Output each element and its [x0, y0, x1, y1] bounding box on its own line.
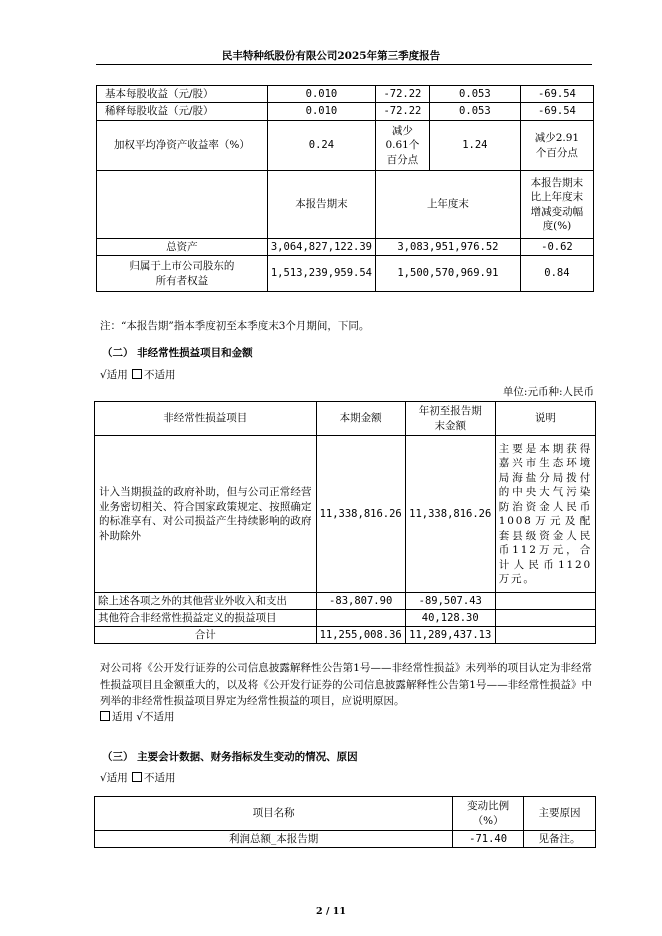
applicability-options: [100, 367, 176, 383]
table-row: [97, 86, 594, 103]
value-cell: 11,255,008.36: [316, 627, 405, 644]
item-cell: 其他符合非经常性损益定义的损益项目: [95, 610, 317, 627]
row-label: 稀释每股收益（元/股）: [97, 103, 268, 121]
table-note: 注：“本报告期”指本季度初至本季度末3个月期间，下同。: [100, 320, 370, 332]
value-cell: 0.24: [267, 121, 375, 171]
applicability-options: [100, 770, 176, 786]
column-header: 年初至报告期 末金额: [405, 402, 495, 436]
table-row: [95, 831, 596, 848]
column-header: 上年度末: [376, 171, 521, 239]
changes-table: [94, 796, 596, 848]
table-row: [95, 610, 596, 627]
value-cell: 减少 0.61个 百分点: [376, 121, 430, 171]
section-heading: （二） 非经常性损益项目和金额: [102, 347, 253, 359]
table-row: [97, 256, 594, 292]
empty-cell: [97, 171, 268, 239]
value-cell: 0.84: [520, 256, 593, 292]
table-header-row: [95, 797, 596, 831]
unit-label: 单位:元币种:人民币: [502, 386, 594, 398]
value-cell: -72.22: [376, 86, 430, 103]
description-cell: [495, 593, 595, 610]
value-cell: 1,513,239,959.54: [267, 256, 375, 292]
table-row: [97, 239, 594, 256]
applicable-option: √适用: [100, 772, 128, 784]
key-indicators-table: [96, 85, 594, 292]
section-heading: （三） 主要会计数据、财务指标发生变动的情况、原因: [102, 751, 358, 763]
table-row: [95, 436, 596, 593]
checkbox-icon: [132, 369, 142, 379]
value-cell: 0.053: [429, 86, 520, 103]
value-cell: -0.62: [520, 239, 593, 256]
column-header: 本期金额: [316, 402, 405, 436]
description-cell: [495, 610, 595, 627]
page-number: 2 / 11: [316, 906, 346, 917]
table-row: [97, 103, 594, 121]
item-cell: 计入当期损益的政府补助，但与公司正常经营业务密切相关、符合国家政策规定、按照确定的标准享有、对公司损益产生持续影响的政府补助除外: [95, 436, 317, 593]
item-cell: 除上述各项之外的其他营业外收入和支出: [95, 593, 317, 610]
value-cell: -72.22: [376, 103, 430, 121]
column-header: 项目名称: [95, 797, 453, 831]
paragraph-applicability-options: [100, 709, 175, 725]
reason-cell: 见备注。: [524, 831, 596, 848]
row-label: 归属于上市公司股东的 所有者权益: [97, 256, 268, 292]
row-label: 加权平均净资产收益率（%）: [97, 121, 268, 171]
value-cell: 3,064,827,122.39: [267, 239, 375, 256]
item-cell: 利润总额_本报告期: [95, 831, 453, 848]
description-cell: [495, 627, 595, 644]
non-recurring-table: [94, 401, 596, 644]
not-applicable-option: √不适用: [136, 711, 175, 723]
value-cell: -69.54: [520, 86, 593, 103]
column-header: 本报告期末: [267, 171, 375, 239]
value-cell: [316, 610, 405, 627]
value-cell: -89,507.43: [405, 593, 495, 610]
disclosure-paragraph: 对公司将《公开发行证券的公司信息披露解释性公告第1号——非经常性损益》未列举的项目认定为非经常性损益项目且金额重大的，以及将《公开发行证券的公司信息披露解释性公告第1号——非经常性损益》中列举的非经常性损益项目界定为经常性损益的项目，应说明原因。: [100, 662, 592, 707]
applicable-option: 适用: [112, 711, 133, 723]
description-cell: 主要是本期获得嘉兴市生态环境局海盐分局拨付的中央大气污染防治资金人民币1008万元及配套县级资金人民币112万元，合计人民币1120万元。: [495, 436, 595, 593]
value-cell: 3,083,951,976.52: [376, 239, 521, 256]
value-cell: -69.54: [520, 103, 593, 121]
value-cell: 1,500,570,969.91: [376, 256, 521, 292]
column-header: 非经常性损益项目: [95, 402, 317, 436]
value-cell: 0.010: [267, 103, 375, 121]
table-row: [95, 593, 596, 610]
column-header: 本报告期末 比上年度末 增减变动幅 度(%): [520, 171, 593, 239]
header-rule: [96, 64, 592, 65]
row-label: 基本每股收益（元/股）: [97, 86, 268, 103]
value-cell: 40,128.30: [405, 610, 495, 627]
checkbox-icon: [132, 772, 142, 782]
row-label: 总资产: [97, 239, 268, 256]
value-cell: 11,338,816.26: [316, 436, 405, 593]
value-cell: 1.24: [429, 121, 520, 171]
value-cell: 11,289,437.13: [405, 627, 495, 644]
value-cell: -71.40: [453, 831, 524, 848]
value-cell: 0.053: [429, 103, 520, 121]
table-header-row: [95, 402, 596, 436]
report-header-title: 民丰特种纸股份有限公司2025年第三季度报告: [221, 50, 441, 62]
value-cell: 减少2.91 个百分点: [520, 121, 593, 171]
table-total-row: [95, 627, 596, 644]
column-header: 变动比例 （%）: [453, 797, 524, 831]
not-applicable-option: 不适用: [144, 772, 176, 784]
column-header: 说明: [495, 402, 595, 436]
value-cell: 11,338,816.26: [405, 436, 495, 593]
table-subheader-row: [97, 171, 594, 239]
value-cell: -83,807.90: [316, 593, 405, 610]
item-cell: 合计: [95, 627, 317, 644]
table-row: [97, 121, 594, 171]
column-header: 主要原因: [524, 797, 596, 831]
not-applicable-option: 不适用: [144, 369, 176, 381]
value-cell: 0.010: [267, 86, 375, 103]
applicable-option: √适用: [100, 369, 128, 381]
checkbox-icon: [100, 711, 110, 721]
